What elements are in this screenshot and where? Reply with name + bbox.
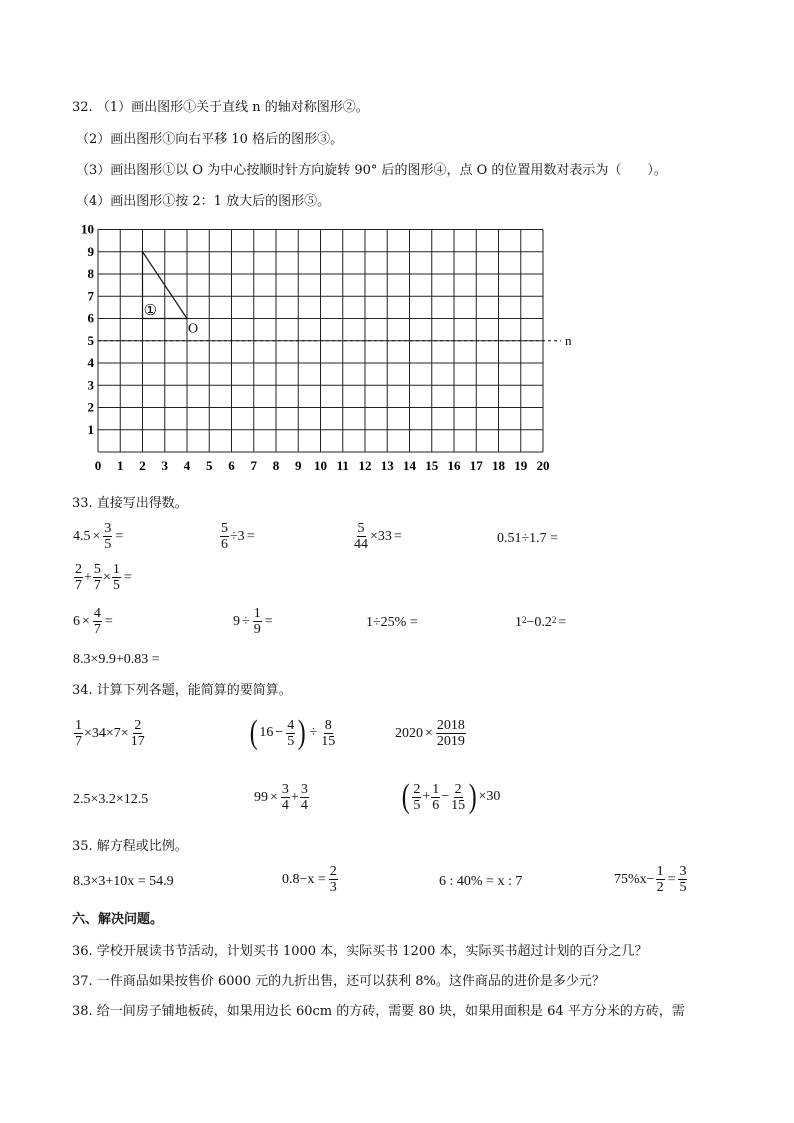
- denominator: 7: [93, 578, 101, 593]
- x-tick-label: 13: [380, 458, 394, 473]
- point-o-label: O: [188, 321, 199, 337]
- numerator: 5: [93, 562, 101, 577]
- operator: ×: [425, 725, 433, 741]
- numerator: 1: [432, 781, 440, 797]
- numerator: 3: [679, 864, 687, 879]
- q33-expr-9: [515, 615, 568, 631]
- fraction: [450, 782, 466, 813]
- q33-expr-1: [73, 521, 125, 552]
- denominator: 7: [75, 578, 82, 593]
- x-tick-label: 9: [295, 458, 302, 473]
- x-tick-label: 20: [536, 458, 550, 473]
- numerator: 2: [75, 562, 82, 577]
- denominator: 15: [451, 797, 466, 813]
- denominator: 6: [432, 797, 440, 813]
- fraction: [74, 562, 83, 593]
- q33-expr-4: 0.51÷1.7 =: [497, 531, 559, 546]
- numerator: 3: [281, 782, 289, 797]
- denominator: 4: [281, 798, 289, 813]
- numerator: 2018: [436, 718, 465, 733]
- fraction: [329, 864, 338, 895]
- fraction: [431, 782, 440, 813]
- section-6-heading: 六、解决问题。: [72, 912, 164, 927]
- operator: ×: [270, 789, 278, 805]
- y-tick-label: 1: [87, 421, 94, 437]
- y-tick-label: 4: [87, 355, 94, 370]
- q36-text: 36. 学校开展读书节活动，计划买书 1000 本，实际买书 1200 本，实际买书超过计划的百分之几？: [72, 944, 648, 959]
- operator: ×34×7×: [84, 725, 129, 741]
- numerator: 1: [75, 718, 82, 733]
- equals: =: [667, 871, 676, 887]
- coordinate-grid: [0, 222, 794, 482]
- x-tick-label: 5: [206, 458, 213, 473]
- x-tick-label: 18: [492, 458, 505, 473]
- denominator: 2019: [436, 734, 465, 749]
- y-tick-label: 2: [87, 399, 94, 415]
- operator: +: [290, 789, 299, 805]
- left-paren: (: [401, 778, 410, 815]
- operator: +: [84, 569, 92, 585]
- fraction: [656, 864, 665, 895]
- operator: −: [441, 789, 450, 804]
- fraction: [74, 718, 83, 749]
- fraction: [436, 718, 466, 749]
- q34-expr-5: [254, 782, 310, 813]
- q33-expr-3: [352, 521, 404, 552]
- operator: −0.2: [526, 615, 552, 630]
- numerator: 5: [357, 521, 365, 536]
- x-tick-label: 6: [228, 458, 235, 473]
- x-tick-label: 15: [425, 458, 439, 473]
- numerator: 1: [253, 606, 261, 621]
- q34-expr-1: [73, 718, 147, 749]
- operator: −: [275, 725, 284, 740]
- operator: ÷3: [230, 528, 245, 544]
- denominator: 44: [354, 537, 368, 552]
- denominator: 6: [221, 537, 228, 552]
- symmetry-line-label: n: [565, 332, 572, 348]
- equals: =: [558, 615, 567, 630]
- operator: ×30: [478, 789, 501, 804]
- fraction: [320, 718, 336, 749]
- y-tick-label: 8: [87, 266, 94, 281]
- fraction: [286, 718, 295, 749]
- operator: ÷: [242, 613, 250, 629]
- operator: ×: [92, 528, 101, 544]
- q35-expr-3: 6 : 40% = x : 7: [439, 874, 523, 889]
- fraction: [353, 521, 369, 552]
- left-paren: (: [249, 714, 258, 751]
- exponent: 2: [522, 615, 527, 625]
- number: 2020: [395, 725, 423, 741]
- numerator: 3: [300, 782, 308, 797]
- x-tick-label: 19: [514, 458, 528, 473]
- denominator: 3: [329, 880, 337, 895]
- y-tick-label: 9: [87, 243, 94, 259]
- number: 75%x−: [614, 871, 655, 887]
- denominator: 5: [413, 797, 421, 813]
- x-tick-label: 11: [336, 458, 349, 473]
- numerator: 5: [221, 521, 228, 536]
- x-tick-label: 1: [117, 458, 124, 473]
- y-tick-label: 3: [87, 377, 94, 393]
- denominator: 17: [130, 734, 145, 749]
- y-tick-label: 6: [87, 310, 94, 326]
- denominator: 7: [75, 734, 82, 749]
- q33-expr-2: [219, 521, 257, 552]
- equals: =: [393, 528, 402, 544]
- numerator: 3: [104, 521, 112, 536]
- fraction: [112, 562, 121, 593]
- denominator: 5: [112, 578, 120, 593]
- x-tick-label: 8: [272, 458, 280, 473]
- q34-expr-4: 2.5×3.2×12.5: [73, 792, 149, 807]
- q34-expr-6: [400, 780, 500, 814]
- number: 16: [259, 725, 274, 740]
- q38-text: 38. 给一间房子铺地板砖，如果用边长 60cm 的方砖，需要 80 块，如果用面积是 64 平方分米的方砖，需: [72, 1004, 685, 1019]
- operator: +: [422, 789, 431, 804]
- numerator: 2: [413, 781, 421, 797]
- operator: ×33: [370, 528, 392, 544]
- fraction: [93, 562, 102, 593]
- number: 99: [254, 789, 268, 805]
- numerator: 2: [454, 781, 462, 797]
- right-paren: ): [297, 714, 306, 751]
- x-tick-label: 4: [183, 458, 191, 473]
- denominator: 5: [287, 733, 295, 749]
- fraction: [253, 606, 262, 637]
- x-tick-label: 7: [250, 458, 257, 473]
- denominator: 2: [656, 880, 664, 895]
- number: 6: [73, 613, 80, 629]
- q33-title: 33. 直接写出得数。: [72, 496, 188, 511]
- number: 4.5: [73, 528, 91, 544]
- numerator: 1: [112, 562, 120, 577]
- exponent: 2: [551, 615, 557, 625]
- equals: =: [264, 613, 273, 629]
- x-tick-label: 2: [139, 458, 146, 473]
- fraction: [220, 521, 229, 552]
- q33-expr-5: [73, 562, 134, 593]
- x-tick-label: 0: [94, 458, 102, 473]
- q34-expr-2: [248, 716, 337, 750]
- q35-expr-4: [614, 864, 688, 895]
- fraction: [300, 782, 309, 813]
- numerator: 4: [287, 717, 295, 733]
- fraction: [103, 521, 112, 552]
- equals: =: [115, 528, 124, 544]
- q34-title: 34. 计算下列各题，能简算的要简算。: [72, 683, 292, 698]
- x-tick-label: 12: [358, 458, 372, 473]
- q32-line1: 32. （1）画出图形①关于直线 n 的轴对称图形②。: [72, 100, 369, 115]
- operator: ÷: [309, 725, 318, 740]
- fraction: [678, 864, 687, 895]
- denominator: 5: [104, 537, 112, 552]
- denominator: 5: [679, 880, 687, 895]
- denominator: 15: [321, 733, 336, 749]
- x-tick-label: 14: [403, 458, 416, 473]
- fraction: [130, 718, 146, 749]
- numerator: 4: [93, 606, 101, 621]
- number: 9: [233, 613, 240, 629]
- q33-expr-8: 1÷25% =: [366, 615, 418, 630]
- numerator: 1: [656, 864, 664, 879]
- denominator: 4: [300, 798, 308, 813]
- right-paren: ): [468, 778, 477, 815]
- x-tick-label: 10: [314, 458, 327, 473]
- equals: =: [123, 569, 132, 585]
- q32-line4: （4）画出图形①按 2：1 放大后的图形⑤。: [76, 194, 331, 209]
- equals: =: [104, 613, 113, 629]
- denominator: 9: [253, 622, 261, 637]
- equals: =: [246, 528, 255, 544]
- q35-title: 35. 解方程或比例。: [72, 839, 188, 854]
- y-tick-label: 7: [87, 288, 94, 304]
- q33-expr-6: [73, 606, 115, 637]
- operator: ×: [82, 613, 90, 629]
- fraction: [93, 606, 102, 637]
- q33-expr-7: [233, 606, 275, 637]
- x-tick-label: 16: [447, 458, 461, 473]
- numerator: 8: [324, 717, 332, 733]
- number: 0.8−x =: [282, 871, 326, 887]
- fraction: [281, 782, 290, 813]
- q35-expr-1: 8.3×3+10x = 54.9: [73, 874, 174, 889]
- q32-line2: （2）画出图形①向右平移 10 格后的图形③。: [76, 132, 344, 147]
- fraction: [412, 782, 421, 813]
- q32-line3: （3）画出图形①以 O 为中心按顺时针方向旋转 90° 后的图形④，点 O 的位置用数对表示为（ ）。: [76, 163, 667, 178]
- y-tick-label: 10: [81, 222, 94, 237]
- numerator: 2: [134, 718, 142, 733]
- x-tick-label: 17: [469, 458, 483, 473]
- q37-text: 37. 一件商品如果按售价 6000 元的九折出售，还可以获利 8%。这件商品的进价是多少元？: [72, 974, 605, 989]
- number: 1: [515, 615, 522, 630]
- shape-1-label: ①: [143, 303, 158, 320]
- q34-expr-3: [395, 718, 467, 749]
- denominator: 7: [93, 622, 101, 637]
- numerator: 2: [329, 864, 337, 879]
- y-tick-label: 5: [87, 332, 94, 348]
- grid-axis-labels: [81, 222, 550, 473]
- q33-expr-10: 8.3×9.9+0.83 =: [73, 652, 160, 667]
- x-tick-label: 3: [161, 458, 168, 473]
- operator: ×: [102, 569, 111, 585]
- q35-expr-2: [282, 864, 339, 895]
